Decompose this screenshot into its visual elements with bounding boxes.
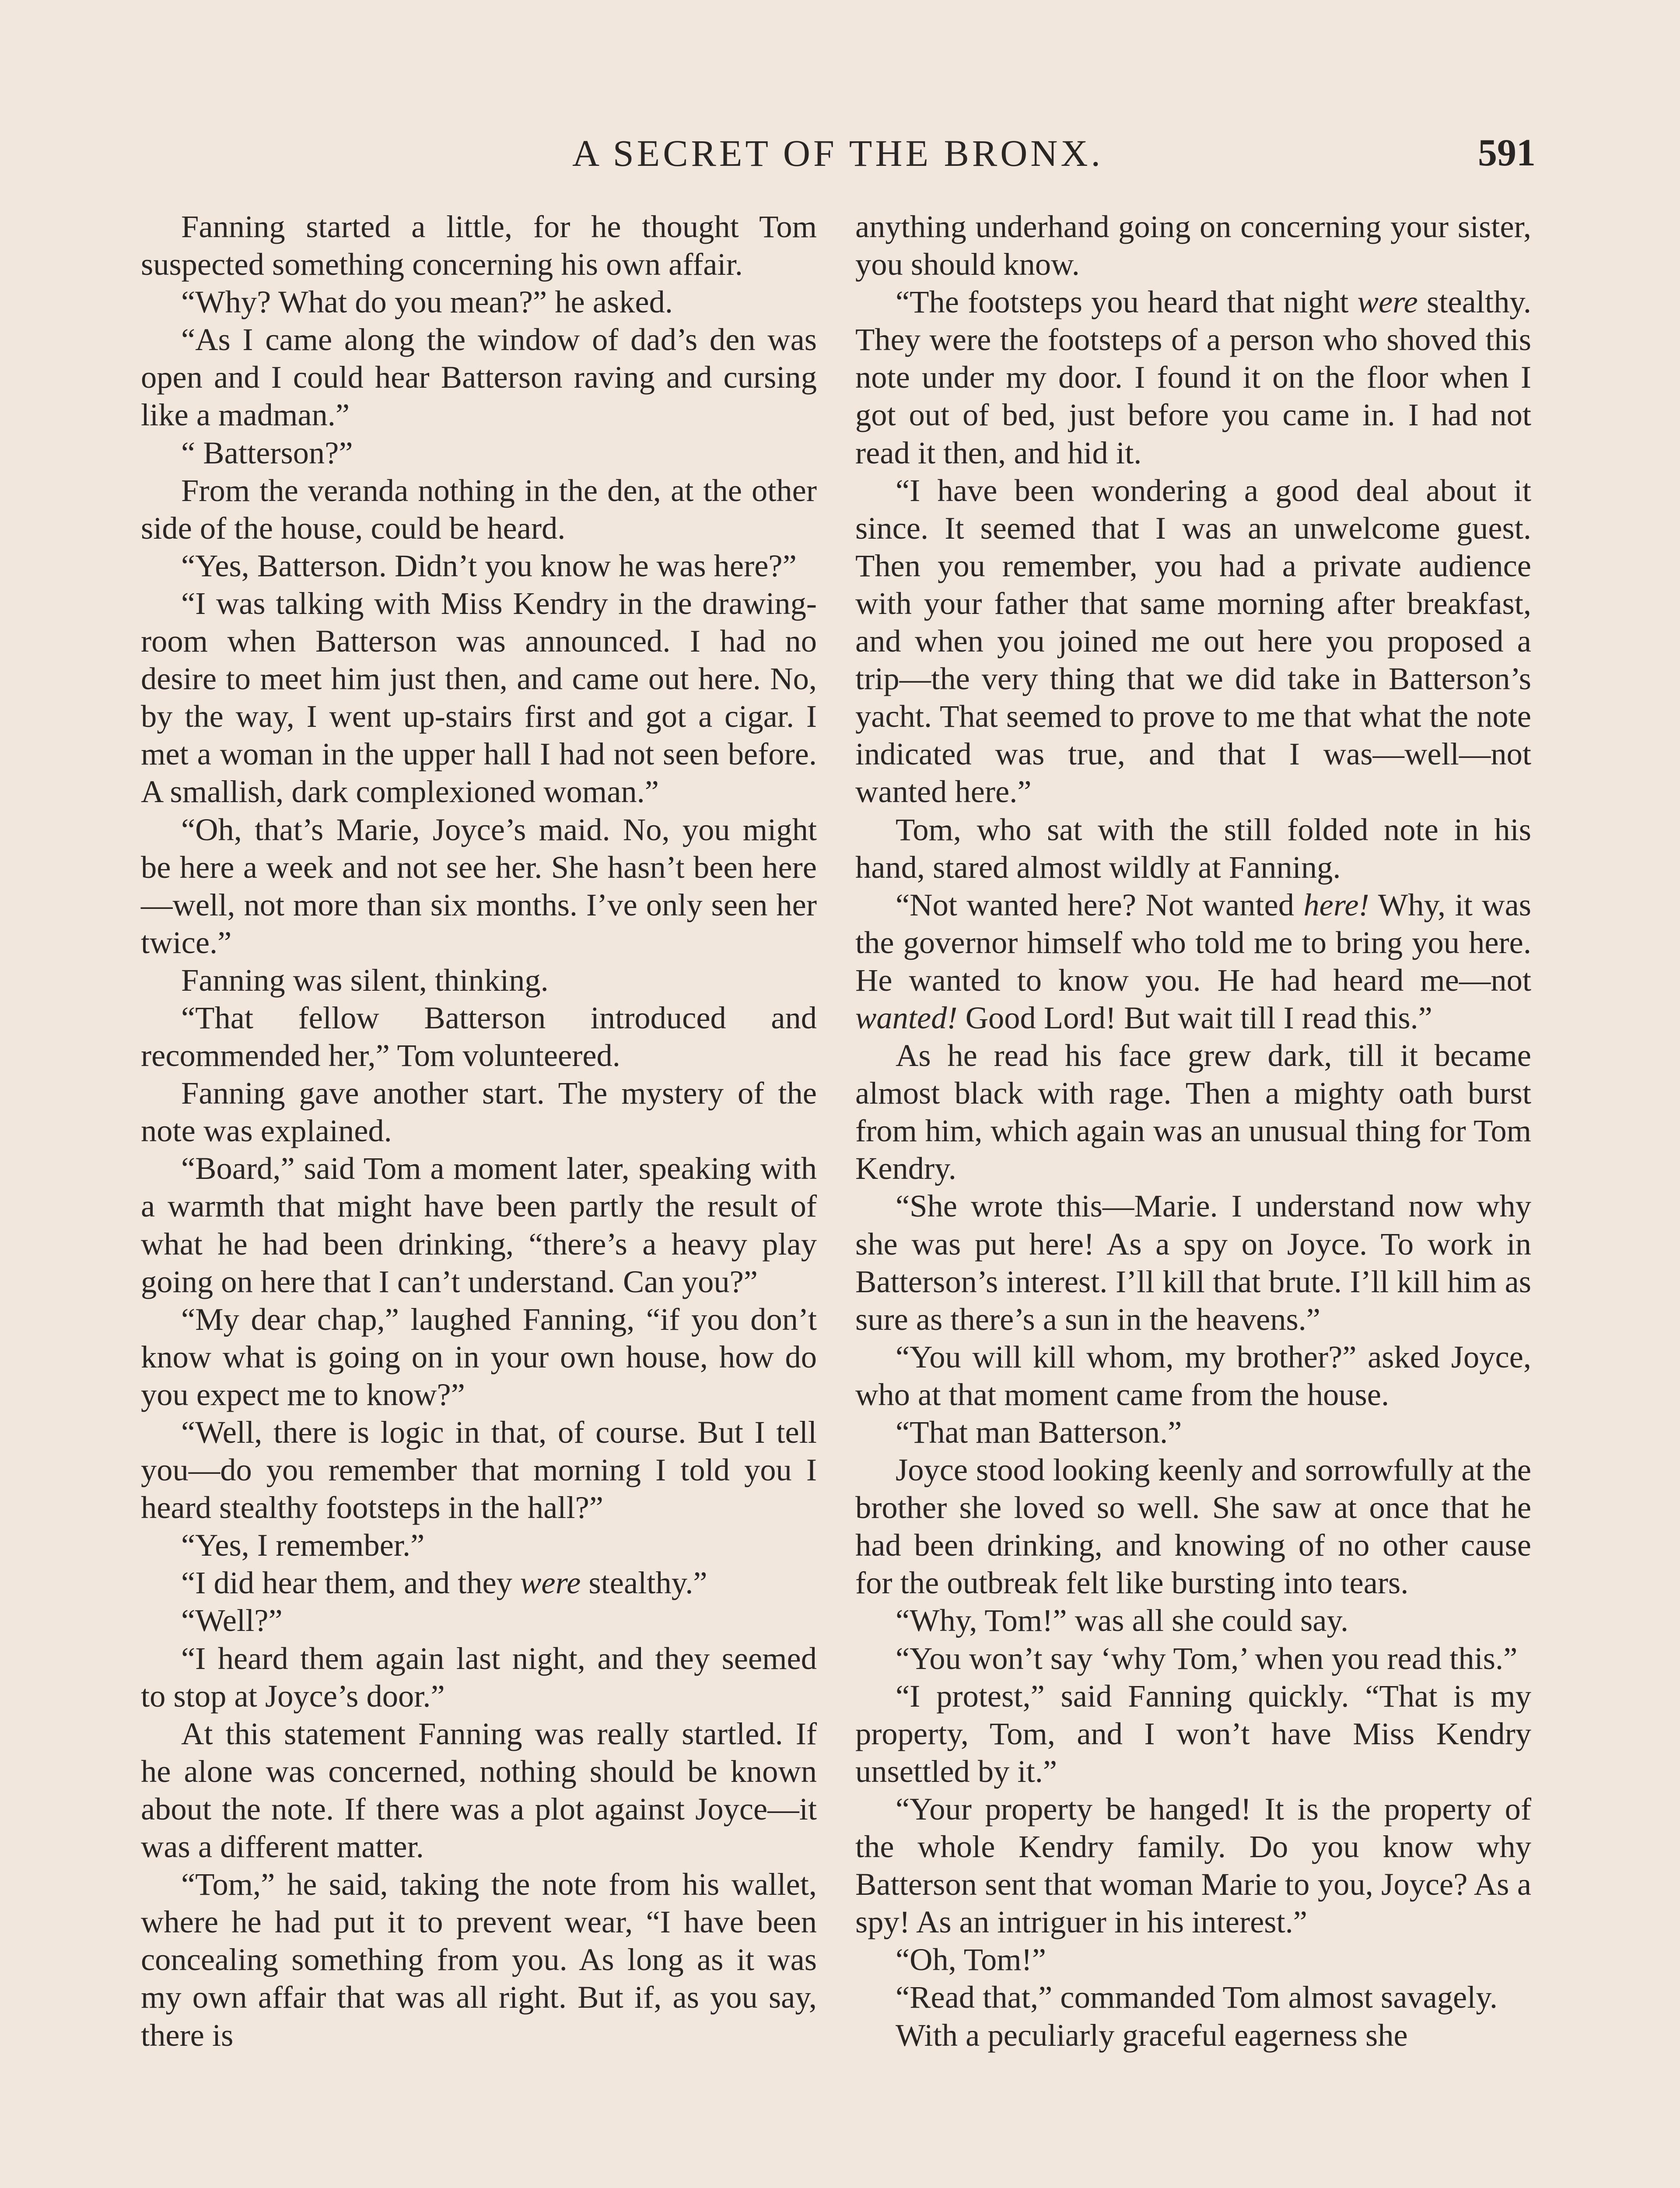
paragraph: “Read that,” commanded Tom almost savagely. bbox=[896, 1979, 1498, 2015]
paragraph: As he read his face grew dark, till it became almost black with rage. Then a mighty oath burst from him, which again was an unusual thing for Tom Kendry. bbox=[855, 1038, 1531, 1186]
left-column bbox=[141, 208, 817, 2054]
paragraph: From the veranda nothing in the den, at the other side of the house, could be heard. bbox=[141, 472, 817, 546]
paragraph: “Board,” said Tom a moment later, speaking with a warmth that might have been partly the result of what he had been drinking, “there’s a heavy play going on here that I can’t understand. Can you?” bbox=[141, 1150, 817, 1299]
paragraph: “I did hear them, and they were stealthy.” bbox=[181, 1565, 707, 1601]
paragraph: Fanning started a little, for he thought Tom suspected something concerning his own affair. bbox=[141, 209, 817, 282]
paragraph: “You won’t say ‘why Tom,’ when you read this.” bbox=[896, 1640, 1518, 1676]
paragraph: “Well?” bbox=[181, 1602, 283, 1638]
paragraph: “She wrote this—Marie. I understand now why she was put here! As a spy on Joyce. To work in Batterson’s interest. I’ll kill that brute. I’ll kill him as sure as there’s a sun in the heavens.” bbox=[855, 1188, 1531, 1337]
page-header bbox=[140, 127, 1536, 179]
running-title: A SECRET OF THE BRONX. bbox=[572, 132, 1104, 174]
paragraph: “The footsteps you heard that night were stealthy. They were the footsteps of a person who shoved this note under my door. I found it on the floor when I got out of bed, just before you came in. I had not read it then, and hid it. bbox=[855, 284, 1531, 470]
paragraph: Fanning gave another start. The mystery of the note was explained. bbox=[141, 1075, 817, 1149]
paragraph: “Your property be hanged! It is the property of the whole Kendry family. Do you know why Batterson sent that woman Marie to you, Joyce? As a spy! As an intriguer in his interest.” bbox=[855, 1791, 1531, 1940]
paragraph: “I heard them again last night, and they seemed to stop at Joyce’s door.” bbox=[141, 1640, 817, 1714]
paragraph: With a peculiarly graceful eagerness she bbox=[896, 2017, 1408, 2053]
paragraph: “Yes, I remember.” bbox=[181, 1527, 425, 1563]
paragraph: Tom, who sat with the still folded note in his hand, stared almost wildly at Fanning. bbox=[855, 811, 1531, 885]
paragraph: “Yes, Batterson. Didn’t you know he was here?” bbox=[181, 547, 797, 583]
paragraph: “I was talking with Miss Kendry in the drawing-room when Batterson was announced. I had no desire to meet him just then, and came out here. No, by the way, I went up-stairs first and got a cigar. I met a woman in the upper hall I had not seen before. A smallish, dark complexioned woman.” bbox=[141, 585, 817, 810]
paragraph: “I protest,” said Fanning quickly. “That is my property, Tom, and I won’t have Miss Kendry unsettled by it.” bbox=[855, 1678, 1531, 1789]
paragraph: “ Batterson?” bbox=[181, 435, 353, 470]
paragraph: “I have been wondering a good deal about it since. It seemed that I was an unwelcome guest. Then you remember, you had a private audience with your father that same morning after breakfast, and when you joined me out here you proposed a trip—the very thing that we did take in Batterson’s yacht. That seemed to prove to me that what the note indicated was true, and that I was—well—not wanted here.” bbox=[855, 472, 1531, 810]
paragraph: Fanning was silent, thinking. bbox=[181, 962, 549, 998]
paragraph: “That fellow Batterson introduced and recommended her,” Tom volunteered. bbox=[141, 999, 817, 1073]
paragraph: “Not wanted here? Not wanted here! Why, it was the governor himself who told me to bring you here. He wanted to know you. He had heard me—not wanted! Good Lord! But wait till I read this.” bbox=[855, 887, 1532, 1035]
page-number: 591 bbox=[1478, 132, 1536, 174]
paragraph: “Tom,” he said, taking the note from his wallet, where he had put it to prevent wear, “I have been concealing something from you. As long as it was my own affair that was all right. But if, as you say, there is bbox=[141, 1866, 817, 2053]
paragraph: “Why, Tom!” was all she could say. bbox=[896, 1602, 1349, 1638]
paragraph: “You will kill whom, my brother?” asked Joyce, who at that moment came from the house. bbox=[855, 1339, 1531, 1412]
paragraph: “Why? What do you mean?” he asked. bbox=[181, 284, 673, 320]
paragraph: “My dear chap,” laughed Fanning, “if you don’t know what is going on in your own house, how do you expect me to know?” bbox=[141, 1301, 817, 1412]
paragraph: “That man Batterson.” bbox=[896, 1414, 1182, 1450]
paragraph: “As I came along the window of dad’s den was open and I could hear Batterson raving and cursing like a madman.” bbox=[141, 322, 817, 433]
paragraph: “Well, there is logic in that, of course. But I tell you—do you remember that morning I told you I heard stealthy footsteps in the hall?” bbox=[141, 1414, 817, 1525]
paragraph: “Oh, Tom!” bbox=[896, 1942, 1046, 1978]
paragraph: anything underhand going on concerning your sister, you should know. bbox=[855, 209, 1531, 282]
paragraph: Joyce stood looking keenly and sorrowfully at the brother she loved so well. She saw at once that he had been drinking, and knowing of no other cause for the outbreak felt like bursting into tears. bbox=[855, 1452, 1531, 1601]
paragraph: “Oh, that’s Marie, Joyce’s maid. No, you might be here a week and not see her. She hasn’t been here—well, not more than six months. I’ve only seen her twice.” bbox=[141, 811, 817, 960]
paragraph: At this statement Fanning was really startled. If he alone was concerned, nothing should be known about the note. If there was a plot against Joyce—it was a different matter. bbox=[141, 1715, 817, 1865]
right-column bbox=[855, 208, 1531, 2054]
